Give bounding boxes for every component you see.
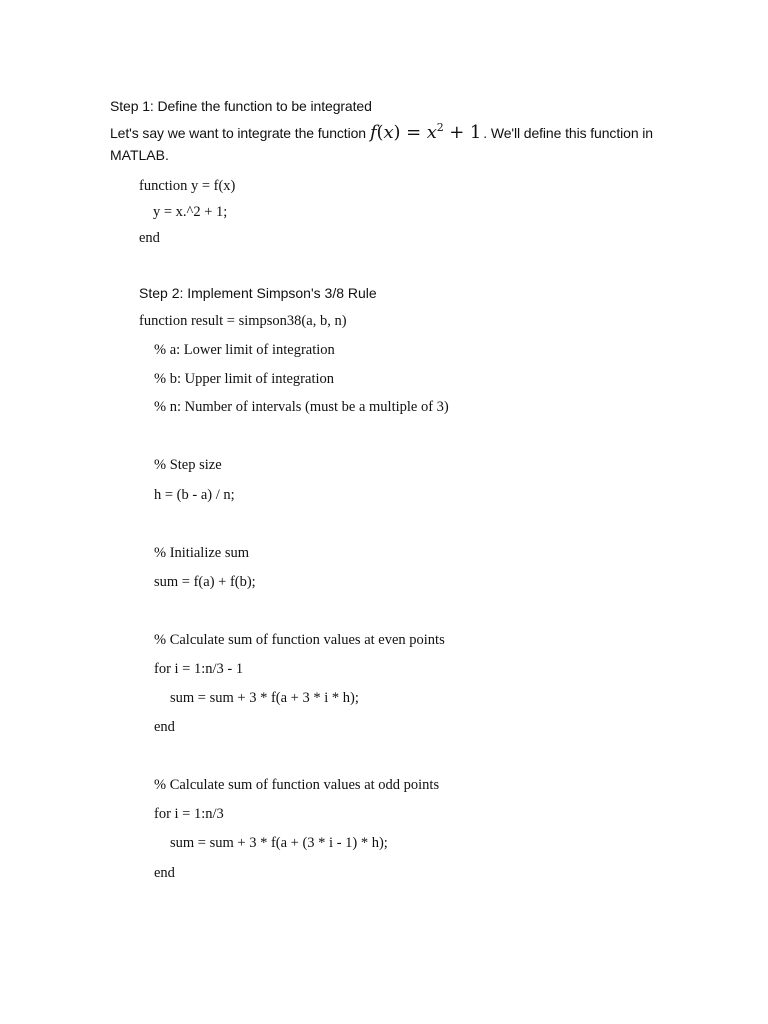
code-line: sum = sum + 3 * f(a + (3 * i - 1) * h); — [170, 835, 388, 851]
code-comment: % a: Lower limit of integration — [154, 342, 335, 358]
code-line: function y = f(x) — [139, 178, 236, 194]
code-comment: % b: Upper limit of integration — [154, 371, 335, 387]
math-lparen: ( — [376, 122, 384, 143]
step2-heading: Step 2: Implement Simpson's 3/8 Rule — [139, 285, 377, 301]
math-f: f — [369, 122, 377, 143]
code-line: sum = sum + 3 * f(a + 3 * i * h); — [170, 690, 359, 706]
step1-intro-line2: MATLAB. — [110, 147, 169, 163]
code-comment: % Calculate sum of function values at odd points — [154, 777, 440, 793]
code-comment: % Step size — [154, 457, 222, 473]
code-line: for i = 1:n/3 — [154, 806, 224, 822]
step1-intro-suffix: . We'll define this function in — [483, 125, 653, 141]
code-line: end — [139, 230, 160, 246]
code-line: function result = simpson38(a, b, n) — [139, 313, 347, 329]
step1-intro-line — [110, 121, 653, 143]
code-line: for i = 1:n/3 - 1 — [154, 661, 244, 677]
code-line: y = x.^2 + 1; — [153, 204, 228, 220]
step1-intro-prefix: Let's say we want to integrate the function — [110, 125, 366, 141]
math-expression — [370, 121, 481, 143]
step1-heading: Step 1: Define the function to be integrated — [110, 98, 372, 114]
math-eq: ) = — [393, 122, 427, 143]
code-line: h = (b - a) / n; — [154, 487, 235, 503]
code-comment: % Calculate sum of function values at even points — [154, 632, 445, 648]
math-x: x — [383, 122, 394, 143]
code-line: end — [154, 865, 175, 881]
math-plus-one: + 1 — [443, 122, 482, 143]
code-comment: % n: Number of intervals (must be a multiple of 3) — [154, 399, 449, 415]
math-exponent: 2 — [436, 121, 444, 134]
math-x2: x — [426, 122, 437, 143]
code-line: sum = f(a) + f(b); — [154, 574, 256, 590]
code-comment: % Initialize sum — [154, 545, 250, 561]
code-line: end — [154, 719, 175, 735]
